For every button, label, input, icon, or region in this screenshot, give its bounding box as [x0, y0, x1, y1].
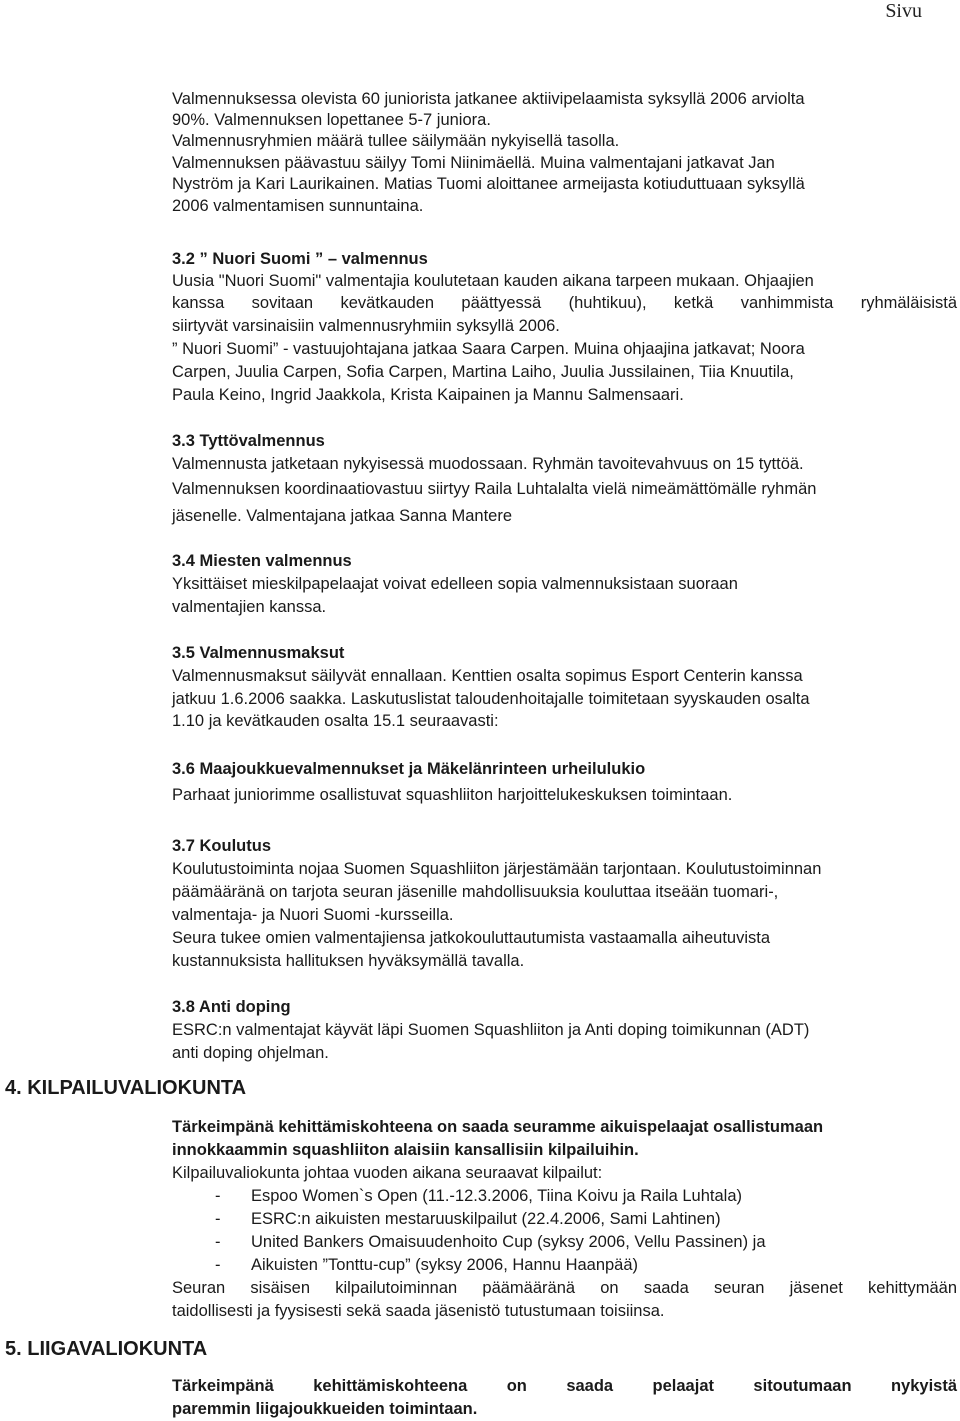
section-heading: 3.6 Maajoukkuevalmennukset ja Mäkelänrinteen urheilulukio [172, 760, 646, 778]
bold-paragraph-line: paremmin liigajoukkueiden toimintaan. [172, 1400, 478, 1418]
paragraph-line: Valmennusta jatketaan nykyisessä muodossaan. Ryhmän tavoitevahvuus on 15 tyttöä. [172, 455, 804, 473]
intro-line: 90%. Valmennuksen lopettanee 5-7 juniora. [172, 111, 491, 129]
intro-line: 2006 valmentamisen sunnuntaina. [172, 197, 424, 215]
intro-line: Valmennuksessa olevista 60 juniorista jatkanee aktiivipelaamista syksyllä 2006 arviolta [172, 90, 805, 108]
paragraph-line: anti doping ohjelman. [172, 1044, 329, 1062]
paragraph-line: Seura tukee omien valmentajiensa jatkokouluttautumista vastaamalla aiheutuvista [172, 929, 771, 947]
paragraph-line: Kilpailuvaliokunta johtaa vuoden aikana seuraavat kilpailut: [172, 1164, 603, 1182]
section-heading: 3.4 Miesten valmennus [172, 552, 352, 570]
paragraph-line: valmentaja- ja Nuori Suomi -kursseilla. [172, 906, 454, 924]
section-heading: 3.8 Anti doping [172, 998, 291, 1016]
paragraph-line: kustannuksista hallituksen hyväksymällä tavalla. [172, 952, 525, 970]
list-item [215, 1209, 721, 1229]
paragraph-line: ” Nuori Suomi” - vastuujohtajana jatkaa Saara Carpen. Muina ohjaajina jatkavat; Noora [172, 340, 805, 358]
paragraph-line: Valmennusmaksut säilyvät ennallaan. Kenttien osalta sopimus Esport Centerin kanssa [172, 667, 803, 685]
paragraph-line: Paula Keino, Ingrid Jaakkola, Krista Kaipainen ja Mannu Salmensaari. [172, 386, 684, 404]
list-item [215, 1232, 766, 1252]
paragraph-line: Valmennuksen koordinaatiovastuu siirtyy Raila Luhtalalta vielä nimeämättömälle ryhmän [172, 480, 817, 498]
list-item-text: ESRC:n aikuisten mestaruuskilpailut (22.4.2006, Sami Lahtinen) [251, 1210, 721, 1228]
intro-line: Valmennuksen päävastuu säilyy Tomi Niinimäellä. Muina valmentajani jatkavat Jan [172, 154, 775, 172]
page-header-label: Sivu [885, 0, 922, 22]
bold-paragraph-line: Tärkeimpänä kehittämiskohteena on saada seuramme aikuispelaajat osallistumaan [172, 1118, 824, 1136]
list-item [215, 1186, 742, 1206]
paragraph-line: Seuran sisäisen kilpailutoiminnan päämääränä on saada seuran jäsenet kehittymään [172, 1279, 957, 1297]
paragraph-line: jatkuu 1.6.2006 saakka. Laskutuslistat taloudenhoitajalle toimitetaan syyskauden osalta [172, 690, 810, 708]
paragraph-line: Uusia "Nuori Suomi" valmentajia koulutetaan kauden aikana tarpeen mukaan. Ohjaajien [172, 272, 814, 290]
paragraph-line: 1.10 ja kevätkauden osalta 15.1 seuraavasti: [172, 712, 499, 730]
list-item-text: United Bankers Omaisuudenhoito Cup (syksy 2006, Vellu Passinen) ja [251, 1233, 766, 1251]
paragraph-line: siirtyvät varsinaisiin valmennusryhmiin syksyllä 2006. [172, 317, 560, 335]
paragraph-line: Koulutustoiminta nojaa Suomen Squashliiton järjestämään tarjontaan. Koulutustoiminnan [172, 860, 822, 878]
list-item-text: Espoo Women`s Open (11.-12.3.2006, Tiina Koivu ja Raila Luhtala) [251, 1187, 743, 1205]
paragraph-line: taidollisesti ja fyysisesti sekä saada jäsenistö tutustumaan toisiinsa. [172, 1302, 665, 1320]
paragraph-line: valmentajien kanssa. [172, 598, 327, 616]
list-dash: - [215, 1210, 221, 1228]
bold-paragraph-line: Tärkeimpänä kehittämiskohteena on saada pelaajat sitoutumaan nykyistä [172, 1377, 957, 1395]
section-heading: 3.3 Tyttövalmennus [172, 432, 325, 450]
chapter-heading: 5. LIIGAVALIOKUNTA [5, 1338, 208, 1360]
paragraph-line: Yksittäiset mieskilpapelaajat voivat edelleen sopia valmennuksistaan suoraan [172, 575, 738, 593]
paragraph-line: päämääränä on tarjota seuran jäsenille mahdollisuuksia kouluttaa itseään tuomari-, [172, 883, 779, 901]
list-dash: - [215, 1256, 221, 1274]
paragraph-line: Parhaat juniorimme osallistuvat squashliiton harjoittelukeskuksen toimintaan. [172, 786, 733, 804]
section-heading: 3.5 Valmennusmaksut [172, 644, 345, 662]
paragraph-line: jäsenelle. Valmentajana jatkaa Sanna Mantere [172, 507, 512, 525]
list-item-text: Aikuisten ”Tonttu-cup” (syksy 2006, Hannu Haanpää) [251, 1256, 639, 1274]
section-heading: 3.7 Koulutus [172, 837, 272, 855]
intro-line: Valmennusryhmien määrä tullee säilymään nykyisellä tasolla. [172, 132, 620, 150]
list-dash: - [215, 1187, 221, 1205]
section-heading: 3.2 ” Nuori Suomi ” – valmennus [172, 250, 428, 268]
intro-line: Nyström ja Kari Laurikainen. Matias Tuomi aloittanee armeijasta kotiuduttuaan syksyllä [172, 175, 805, 193]
paragraph-line: kanssa sovitaan kevätkauden päättyessä (huhtikuu), ketkä vanhimmista ryhmäläisistä [172, 294, 957, 312]
paragraph-line: ESRC:n valmentajat käyvät läpi Suomen Squashliiton ja Anti doping toimikunnan (ADT) [172, 1021, 810, 1039]
bold-paragraph-line: innokkaammin squashliiton alaisiin kansallisiin kilpailuihin. [172, 1141, 639, 1159]
list-item [215, 1255, 638, 1275]
paragraph-line: Carpen, Juulia Carpen, Sofia Carpen, Martina Laiho, Juulia Jussilainen, Tiia Knuutila, [172, 363, 794, 381]
chapter-heading: 4. KILPAILUVALIOKUNTA [5, 1077, 247, 1099]
list-dash: - [215, 1233, 221, 1251]
